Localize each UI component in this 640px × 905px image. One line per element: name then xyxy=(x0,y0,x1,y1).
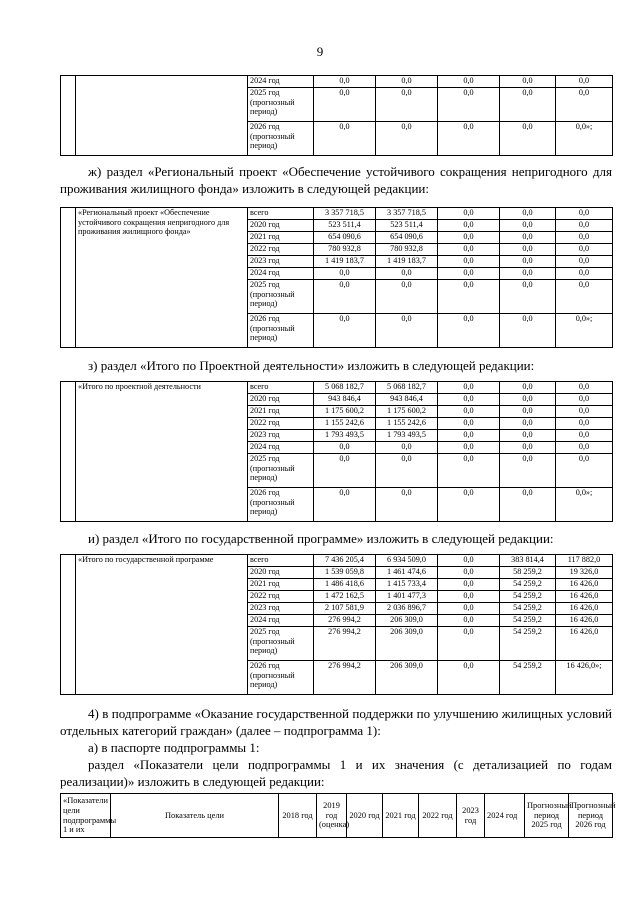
value-cell: 0,0 xyxy=(438,256,500,268)
value-cell: 0,0 xyxy=(556,442,613,454)
value-cell: 0,0 xyxy=(438,418,500,430)
period-cell: 2020 год xyxy=(248,220,314,232)
value-cell: 943 846,4 xyxy=(376,394,438,406)
value-cell: 0,0 xyxy=(438,220,500,232)
value-cell: 0,0 xyxy=(500,208,556,220)
header-2018: 2018 год xyxy=(279,794,317,838)
period-cell: 2025 год (прогнозный период) xyxy=(248,454,314,488)
period-cell: 2024 год xyxy=(248,76,314,88)
period-cell: 2024 год xyxy=(248,442,314,454)
period-cell: 2021 год xyxy=(248,232,314,244)
paragraph-z: з) раздел «Итого по Проектной деятельности» изложить в следующей редакции: xyxy=(88,358,535,373)
value-cell: 654 090,6 xyxy=(376,232,438,244)
value-cell: 0,0 xyxy=(500,406,556,418)
value-cell: 19 326,0 xyxy=(556,567,613,579)
value-cell: 0,0 xyxy=(500,268,556,280)
value-cell: 16 426,0»; xyxy=(556,661,613,695)
value-cell: 1 401 477,3 xyxy=(376,591,438,603)
paragraph-zh: ж) раздел «Региональный проект «Обеспечение устойчивого сокращения непригодного для проживания жилищного фонда» изложить в следующей редакции: xyxy=(60,164,612,196)
value-cell: 1 415 733,4 xyxy=(376,579,438,591)
value-cell: 0,0 xyxy=(314,88,376,122)
value-cell: 0,0 xyxy=(438,76,500,88)
header-2022: 2022 год xyxy=(419,794,457,838)
value-cell: 206 309,0 xyxy=(376,615,438,627)
value-cell: 0,0 xyxy=(556,208,613,220)
value-cell: 654 090,6 xyxy=(314,232,376,244)
header-2019: 2019 год (оценка) xyxy=(317,794,347,838)
value-cell: 0,0 xyxy=(438,555,500,567)
period-cell: 2024 год xyxy=(248,615,314,627)
value-cell: 5 068 182,7 xyxy=(314,382,376,394)
row-group-name: «Итого по государственной программе xyxy=(76,555,248,695)
indicators-header-table xyxy=(60,793,616,838)
finance-table-continuation xyxy=(60,75,613,156)
value-cell: 54 259,2 xyxy=(500,603,556,615)
value-cell: 0,0 xyxy=(556,232,613,244)
period-cell: 2023 год xyxy=(248,430,314,442)
value-cell: 780 932,8 xyxy=(314,244,376,256)
value-cell: 1 539 059,8 xyxy=(314,567,376,579)
value-cell: 0,0 xyxy=(438,579,500,591)
value-cell: 523 511,4 xyxy=(376,220,438,232)
finance-table-regional-project xyxy=(60,207,613,348)
value-cell: 943 846,4 xyxy=(314,394,376,406)
period-cell: 2025 год (прогнозный период) xyxy=(248,280,314,314)
value-cell: 0,0 xyxy=(500,280,556,314)
value-cell: 0,0»; xyxy=(556,488,613,522)
value-cell: 0,0 xyxy=(500,76,556,88)
period-cell: 2024 год xyxy=(248,268,314,280)
value-cell: 6 934 509,0 xyxy=(376,555,438,567)
value-cell: 1 419 183,7 xyxy=(314,256,376,268)
value-cell: 54 259,2 xyxy=(500,615,556,627)
value-cell: 3 357 718,5 xyxy=(314,208,376,220)
value-cell: 1 472 162,5 xyxy=(314,591,376,603)
value-cell: 0,0»; xyxy=(556,122,613,156)
header-2023: 2023 год xyxy=(457,794,485,838)
value-cell: 0,0 xyxy=(500,256,556,268)
value-cell: 0,0 xyxy=(556,280,613,314)
period-cell: 2023 год xyxy=(248,256,314,268)
value-cell: 0,0 xyxy=(376,122,438,156)
period-cell: 2022 год xyxy=(248,244,314,256)
value-cell: 0,0 xyxy=(556,430,613,442)
value-cell: 0,0 xyxy=(376,280,438,314)
row-group-name: «Итого по проектной деятельности xyxy=(76,382,248,522)
value-cell: 0,0 xyxy=(556,382,613,394)
value-cell: 0,0 xyxy=(438,627,500,661)
period-cell: 2022 год xyxy=(248,418,314,430)
value-cell: 0,0 xyxy=(438,88,500,122)
value-cell: 0,0 xyxy=(438,232,500,244)
value-cell: 0,0 xyxy=(438,591,500,603)
paragraph-a: а) в паспорте подпрограммы 1: xyxy=(88,740,260,755)
header-2026: Прогнозный период 2026 год xyxy=(569,794,613,838)
value-cell: 1 793 493,5 xyxy=(376,430,438,442)
value-cell: 1 155 242,6 xyxy=(314,418,376,430)
value-cell: 0,0 xyxy=(438,406,500,418)
value-cell: 0,0 xyxy=(500,122,556,156)
value-cell: 523 511,4 xyxy=(314,220,376,232)
value-cell: 0,0 xyxy=(376,76,438,88)
blank-cell xyxy=(61,555,76,695)
value-cell: 206 309,0 xyxy=(376,661,438,695)
value-cell: 58 259,2 xyxy=(500,567,556,579)
value-cell: 0,0 xyxy=(438,382,500,394)
row-group-name xyxy=(76,76,248,156)
value-cell: 0,0 xyxy=(438,430,500,442)
value-cell: 54 259,2 xyxy=(500,579,556,591)
value-cell: 0,0 xyxy=(438,208,500,220)
value-cell: 780 932,8 xyxy=(376,244,438,256)
value-cell: 1 486 418,6 xyxy=(314,579,376,591)
period-cell: 2026 год (прогнозный период) xyxy=(248,122,314,156)
value-cell: 0,0 xyxy=(314,314,376,348)
period-cell: всего xyxy=(248,555,314,567)
value-cell: 0,0 xyxy=(376,442,438,454)
value-cell: 54 259,2 xyxy=(500,627,556,661)
table-row xyxy=(61,555,613,567)
value-cell: 206 309,0 xyxy=(376,627,438,661)
paragraph-razdel: раздел «Показатели цели подпрограммы 1 и их значения (с детализацией по годам реализации)» изложить в следующей редакции: xyxy=(60,757,612,789)
value-cell: 0,0 xyxy=(314,280,376,314)
value-cell: 276 994,2 xyxy=(314,615,376,627)
period-cell: 2026 год (прогнозный период) xyxy=(248,314,314,348)
header-indicators: «Показатели цели подпрограммы 1 и их xyxy=(61,794,111,838)
value-cell: 0,0 xyxy=(314,268,376,280)
value-cell: 0,0 xyxy=(556,418,613,430)
blank-cell xyxy=(61,382,76,522)
value-cell: 3 357 718,5 xyxy=(376,208,438,220)
value-cell: 0,0 xyxy=(438,268,500,280)
value-cell: 0,0 xyxy=(438,488,500,522)
value-cell: 0,0 xyxy=(314,76,376,88)
value-cell: 2 107 581,9 xyxy=(314,603,376,615)
value-cell: 0,0 xyxy=(438,615,500,627)
value-cell: 0,0 xyxy=(314,454,376,488)
value-cell: 0,0 xyxy=(556,256,613,268)
value-cell: 0,0 xyxy=(376,454,438,488)
value-cell: 0,0 xyxy=(556,220,613,232)
value-cell: 0,0 xyxy=(556,268,613,280)
value-cell: 0,0 xyxy=(438,454,500,488)
period-cell: всего xyxy=(248,208,314,220)
period-cell: 2021 год xyxy=(248,406,314,418)
value-cell: 0,0 xyxy=(500,220,556,232)
value-cell: 0,0 xyxy=(500,418,556,430)
value-cell: 0,0 xyxy=(438,661,500,695)
value-cell: 0,0 xyxy=(314,488,376,522)
value-cell: 0,0 xyxy=(438,567,500,579)
blank-cell xyxy=(61,76,76,156)
value-cell: 7 436 205,4 xyxy=(314,555,376,567)
value-cell: 16 426,0 xyxy=(556,591,613,603)
period-cell: 2022 год xyxy=(248,591,314,603)
value-cell: 0,0 xyxy=(438,442,500,454)
period-cell: 2025 год (прогнозный период) xyxy=(248,627,314,661)
period-cell: 2020 год xyxy=(248,567,314,579)
value-cell: 0,0 xyxy=(314,442,376,454)
value-cell: 0,0 xyxy=(376,268,438,280)
value-cell: 16 426,0 xyxy=(556,627,613,661)
page-number: 9 xyxy=(316,44,324,59)
paragraph-4: 4) в подпрограмме «Оказание государственной поддержки по улучшению жилищных условий отдельных категорий граждан» (далее – подпрограмма 1): xyxy=(60,706,612,738)
value-cell: 0,0 xyxy=(500,232,556,244)
value-cell: 0,0 xyxy=(556,76,613,88)
value-cell: 0,0 xyxy=(376,488,438,522)
header-2024: 2024 год xyxy=(485,794,525,838)
value-cell: 0,0 xyxy=(500,314,556,348)
value-cell: 0,0 xyxy=(556,244,613,256)
period-cell: 2026 год (прогнозный период) xyxy=(248,488,314,522)
value-cell: 1 793 493,5 xyxy=(314,430,376,442)
value-cell: 0,0 xyxy=(556,406,613,418)
value-cell: 0,0 xyxy=(314,122,376,156)
value-cell: 0,0 xyxy=(438,280,500,314)
value-cell: 54 259,2 xyxy=(500,591,556,603)
value-cell: 0,0 xyxy=(438,122,500,156)
value-cell: 0,0 xyxy=(556,394,613,406)
period-cell: всего xyxy=(248,382,314,394)
value-cell: 1 175 600,2 xyxy=(376,406,438,418)
value-cell: 54 259,2 xyxy=(500,661,556,695)
value-cell: 0,0 xyxy=(376,88,438,122)
blank-cell xyxy=(61,208,76,348)
value-cell: 2 036 896,7 xyxy=(376,603,438,615)
period-cell: 2021 год xyxy=(248,579,314,591)
value-cell: 0,0 xyxy=(500,244,556,256)
value-cell: 1 175 600,2 xyxy=(314,406,376,418)
finance-table-project-total xyxy=(60,381,613,522)
table-row xyxy=(61,382,613,394)
period-cell: 2023 год xyxy=(248,603,314,615)
value-cell: 1 461 474,6 xyxy=(376,567,438,579)
value-cell: 16 426,0 xyxy=(556,603,613,615)
period-cell: 2026 год (прогнозный период) xyxy=(248,661,314,695)
value-cell: 0,0 xyxy=(438,314,500,348)
value-cell: 0,0 xyxy=(556,454,613,488)
value-cell: 0,0 xyxy=(376,314,438,348)
value-cell: 0,0 xyxy=(500,454,556,488)
value-cell: 383 814,4 xyxy=(500,555,556,567)
value-cell: 0,0 xyxy=(500,488,556,522)
value-cell: 276 994,2 xyxy=(314,661,376,695)
value-cell: 0,0 xyxy=(500,382,556,394)
value-cell: 0,0 xyxy=(500,442,556,454)
period-cell: 2025 год (прогнозный период) xyxy=(248,88,314,122)
value-cell: 16 426,0 xyxy=(556,615,613,627)
value-cell: 5 068 182,7 xyxy=(376,382,438,394)
finance-table-program-total xyxy=(60,554,613,695)
period-cell: 2020 год xyxy=(248,394,314,406)
value-cell: 0,0»; xyxy=(556,314,613,348)
value-cell: 0,0 xyxy=(438,603,500,615)
table-row xyxy=(61,208,613,220)
value-cell: 0,0 xyxy=(500,430,556,442)
value-cell: 0,0 xyxy=(500,88,556,122)
header-indicator-name: Показатель цели xyxy=(111,794,279,838)
value-cell: 0,0 xyxy=(500,394,556,406)
value-cell: 0,0 xyxy=(438,394,500,406)
value-cell: 1 155 242,6 xyxy=(376,418,438,430)
header-2020: 2020 год xyxy=(347,794,383,838)
table-row xyxy=(61,76,613,88)
paragraph-i: и) раздел «Итого по государственной программе» изложить в следующей редакции: xyxy=(88,531,554,546)
header-2021: 2021 год xyxy=(383,794,419,838)
row-group-name: «Региональный проект «Обеспечение устойчивого сокращения непригодного для проживания жилищного фонда» xyxy=(76,208,248,348)
value-cell: 1 419 183,7 xyxy=(376,256,438,268)
value-cell: 0,0 xyxy=(438,244,500,256)
header-2025: Прогнозный период 2025 год xyxy=(525,794,569,838)
value-cell: 16 426,0 xyxy=(556,579,613,591)
value-cell: 276 994,2 xyxy=(314,627,376,661)
value-cell: 117 882,0 xyxy=(556,555,613,567)
value-cell: 0,0 xyxy=(556,88,613,122)
